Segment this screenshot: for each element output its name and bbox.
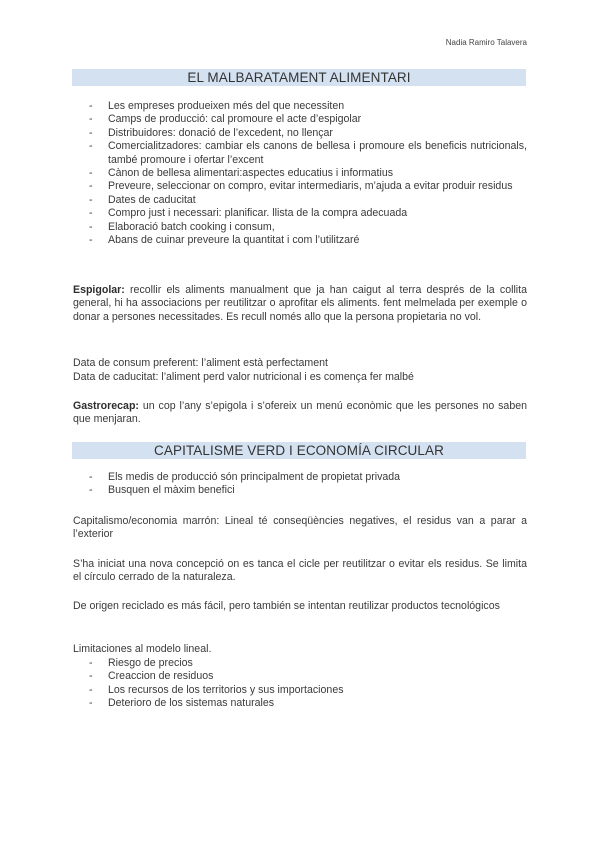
list-item: - Elaboració batch cooking i consum, xyxy=(89,221,527,234)
author-name: Nadia Ramiro Talavera xyxy=(445,38,527,47)
caducitat-line: Data de caducitat: l’aliment perd valor nutricional i es comença fer malbé xyxy=(73,371,414,383)
list-item: - Les empreses produeixen més del que necessiten xyxy=(89,100,527,113)
gastrorecap-definition: un cop l’any s’epigola i s’ofereix un menú econòmic que les persones no saben que menjaran. xyxy=(73,400,527,426)
list-item: - Los recursos de los territorios y sus importaciones xyxy=(89,684,527,697)
list-item: - Deterioro de los sistemas naturales xyxy=(89,697,527,710)
list-item: - Compro just i necessari: planificar. llista de la compra adecuada xyxy=(89,207,527,220)
list-item: - Abans de cuinar preveure la quantitat i com l’utilitzaré xyxy=(89,234,527,247)
limitaciones-title: Limitaciones al modelo lineal. xyxy=(73,643,212,655)
list-item: - Els medis de producció són principalment de propietat privada xyxy=(89,471,527,484)
list-item: - Distribuidores: donació de l’excedent, no llençar xyxy=(89,127,527,140)
list-item: - Riesgo de precios xyxy=(89,657,527,670)
reciclado-paragraph: De origen reciclado es más fácil, pero también se intentan reutilizar productos tecnológicos xyxy=(73,600,500,612)
list-item: - Busquen el màxim benefici xyxy=(89,484,527,497)
list-item: - Preveure, seleccionar on compro, evitar intermediaris, m’ajuda a evitar produir residus xyxy=(89,180,527,193)
espigolar-definition: recollir els aliments manualment que ja han caigut al terra després de la collita general, hi ha associacions per reutilitzar o aprofitar els aliments. fent melmelada per exemple o donar a persones necessitades. Es recull només allo que la persona propietaria no vol. xyxy=(73,284,527,323)
list-item: - Cànon de bellesa alimentari:aspectes educatius i informatius xyxy=(89,167,527,180)
list-item: - Camps de producció: cal promoure el acte d’espigolar xyxy=(89,113,527,126)
gastrorecap-term: Gastrorecap: xyxy=(73,400,139,412)
section-heading-malbaratament: EL MALBARATAMENT ALIMENTARI xyxy=(72,69,526,86)
limitaciones-bullet-list xyxy=(89,657,527,711)
capitalismo-paragraph: Capitalismo/economia marrón: Lineal té conseqüències negatives, el residus van a parar a l’exterior xyxy=(73,515,527,541)
section-heading-capitalisme: CAPITALISME VERD I ECONOMÍA CIRCULAR xyxy=(72,442,526,459)
espigolar-term: Espigolar: xyxy=(73,284,125,296)
gastrorecap-paragraph xyxy=(73,400,527,427)
list-item: - Dates de caducitat xyxy=(89,194,527,207)
capitalisme-bullet-list xyxy=(89,471,527,498)
espigolar-paragraph xyxy=(73,284,527,324)
cicle-paragraph: S’ha iniciat una nova concepció on es tanca el cicle per reutilitzar o evitar els residus. Se limita el círculo cerrado de la naturaleza. xyxy=(73,558,527,584)
list-item: - Creaccion de residuos xyxy=(89,670,527,683)
consum-preferent-line: Data de consum preferent: l’aliment està perfectament xyxy=(73,357,328,369)
list-item: - Comercialitzadores: cambiar els canons de bellesa i promoure els beneficis nutricionals, també promoure i ofertar l’excent xyxy=(89,140,527,167)
malbaratament-bullet-list xyxy=(89,100,527,247)
